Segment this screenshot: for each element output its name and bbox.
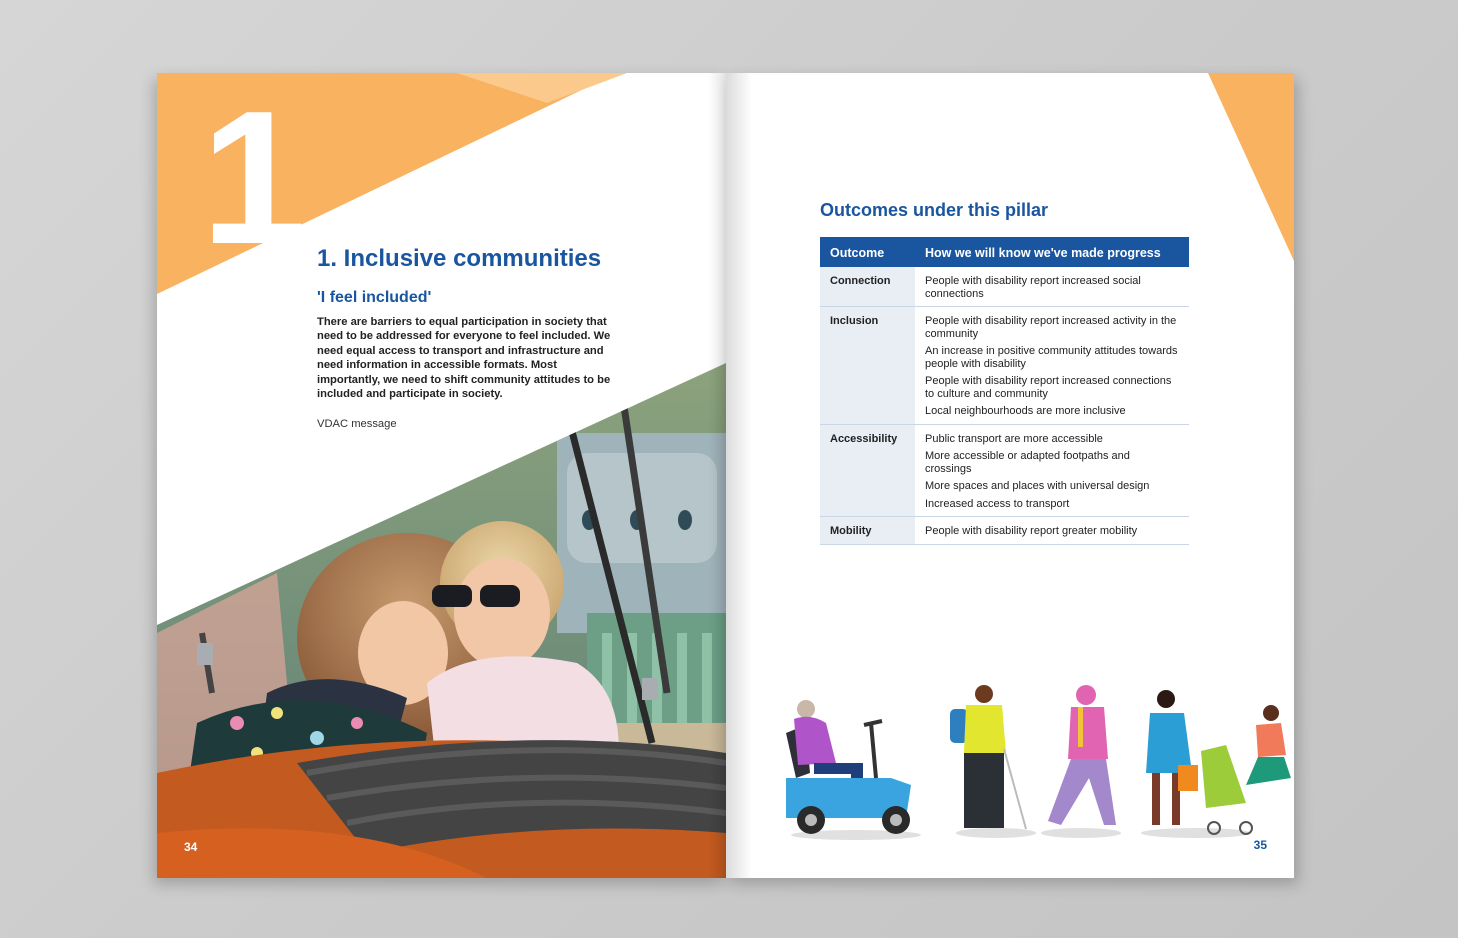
outcome-cell: Mobility — [820, 517, 915, 545]
right-spine-shadow — [726, 73, 752, 878]
scooter-user-illustration — [786, 700, 921, 840]
indicator-item: Public transport are more accessible — [925, 432, 1103, 445]
running-child-illustration — [1246, 705, 1291, 785]
page-number-left: 34 — [184, 840, 198, 854]
chapter-number: 1 — [201, 73, 301, 284]
page-number-right: 35 — [1253, 838, 1267, 852]
outcomes-heading: Outcomes under this pillar — [820, 200, 1049, 220]
header-progress: How we will know we've made progress — [915, 237, 1189, 267]
indicator-item: More accessible or adapted footpaths and crossings — [925, 450, 1130, 475]
indicator-item: Local neighbourhoods are more inclusive — [925, 405, 1126, 417]
playground-photo — [157, 353, 726, 878]
outcome-cell: Connection — [820, 267, 915, 307]
right-page — [726, 73, 1294, 878]
indicator-item: An increase in positive community attitudes towards people with disability — [925, 345, 1178, 370]
body-paragraph: There are barriers to equal participation in society that need to be addressed for everyone to feel included. We need equal access to transport and infrastructure and need information in accessible formats. Most importantly, we need to shift community attitudes to be included and participate in society. — [317, 316, 611, 401]
quote-attribution: VDAC message — [317, 418, 397, 430]
indicator-item: People with disability report increased activity in the community — [925, 315, 1177, 340]
section-subtitle: 'I feel included' — [317, 289, 432, 306]
parent-with-pram-illustration — [1141, 690, 1252, 838]
page-title: 1. Inclusive communities — [317, 245, 602, 272]
walking-person-illustration — [1041, 685, 1121, 838]
cane-user-illustration — [950, 685, 1036, 838]
people-illustration — [726, 73, 1294, 878]
outcome-cell: Accessibility — [820, 424, 915, 517]
left-spine-shadow — [708, 73, 726, 878]
indicator-item: Increased access to transport — [925, 497, 1070, 510]
header-outcome: Outcome — [820, 237, 915, 267]
indicator-item: More spaces and places with universal design — [925, 480, 1150, 492]
indicator-item: People with disability report increased social connections — [925, 275, 1141, 300]
outcome-cell: Inclusion — [820, 307, 915, 425]
indicator-item: People with disability report greater mobility — [925, 525, 1138, 537]
left-page — [157, 73, 726, 878]
indicator-item: People with disability report increased connections to culture and community — [925, 375, 1172, 400]
